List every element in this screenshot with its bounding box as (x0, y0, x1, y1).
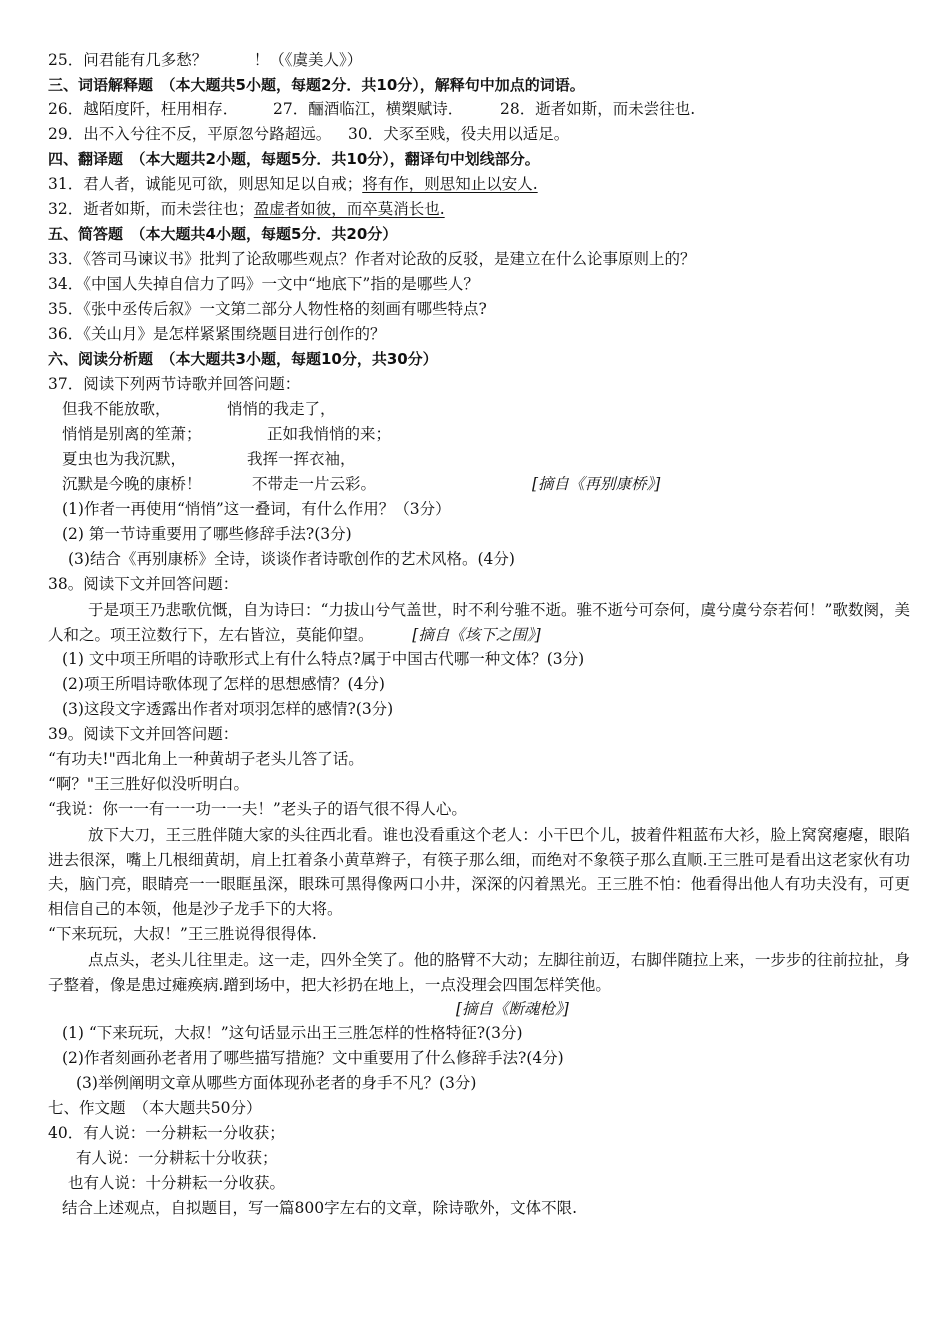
questions-26-28 (48, 98, 910, 122)
question-31-underlined: 将有作，则思知止以安人. (362, 175, 538, 193)
passage-source: [摘自《垓下之围》] (412, 625, 541, 644)
poem-line (62, 473, 910, 497)
question-32 (48, 198, 910, 222)
passage-text: 于是项王乃悲歌伉慨，自为诗曰：“力拔山兮气盖世，时不利兮骓不逝。骓不逝兮可奈何，虞兮虞兮奈若何！”歌数阕，美人和之。项王泣数行下，左右皆泣，莫能仰望。 (48, 601, 910, 644)
passage-line: “我说：你一一有一一功一一夫！”老头子的语气很不得人心。 (48, 800, 467, 818)
question-33: 33．《答司马谏议书》批判了论敌哪些观点？作者对论敌的反驳，是建立在什么论事原则上的？ (48, 250, 696, 268)
poem-right: 悄悄的我走了， (227, 400, 336, 418)
question-37: 37．阅读下列两节诗歌并回答问题： (48, 375, 301, 393)
passage-line: “下来玩玩，大叔！”王三胜说得很得体. (48, 925, 317, 943)
question-29: 29．出不入兮往不反，平原忽兮路超远。 (48, 125, 332, 143)
poem-left: 沉默是今晚的康桥！ (62, 475, 202, 493)
question-40: 40．有人说：一分耕耘一分收获； (48, 1124, 285, 1142)
poem-line (62, 448, 910, 472)
question-38-2: (2)项王所唱诗歌体现了怎样的思想感情？(4分) (62, 675, 385, 693)
question-38-passage (48, 598, 910, 647)
passage-paragraph (48, 823, 910, 921)
poem-left: 夏虫也为我沉默， (62, 450, 187, 468)
question-32-text: 32．逝者如斯，而未尝往也； (48, 200, 254, 218)
question-40-line: 有人说：一分耕耘十分收获； (76, 1149, 278, 1167)
section-6-title: 六、阅读分析题 （本大题共3小题，每题10分，共30分） (48, 350, 438, 368)
question-34: 34．《中国人失掉自信力了吗》一文中“地底下”指的是哪些人？ (48, 275, 479, 293)
question-35: 35．《张中丞传后叙》一文第二部分人物性格的刻画有哪些特点? (48, 300, 487, 318)
passage-text: 放下大刀，王三胜伴随大家的头往西北看。谁也没看重这个老人：小干巴个儿，披着件粗蓝布大衫，脸上窝窝瘪瘪，眼陷进去很深，嘴上几根细黄胡，肩上扛着条小黄草辫子，有筷子那么细，而绝对不象筷子那么直顺.王三胜可是看出这老家伙有功夫，脑门亮，眼睛亮一一眼眶虽深，眼珠可黑得像两口小井，深深的闪着黑光。王三胜不怕：他看得出他人有功夫没有，可更相信自己的本领，他是沙子龙手下的大将。 (48, 826, 910, 918)
passage-paragraph (48, 948, 910, 997)
question-37-1: (1)作者一再使用“悄悄”这一叠词，有什么作用？（3分） (62, 500, 451, 518)
question-37-2: (2) 第一节诗重要用了哪些修辞手法?(3分) (62, 525, 352, 543)
poem-right: 我挥一挥衣袖， (247, 450, 356, 468)
section-7-title: 七、作文题 （本大题共50分） (48, 1099, 262, 1117)
question-38-1: (1) 文中项王所唱的诗歌形式上有什么特点?属于中国古代哪一种文体？(3分) (62, 650, 585, 668)
question-39-1: (1) “下来玩玩，大叔！”这句话显示出王三胜怎样的性格特征?(3分) (62, 1024, 523, 1042)
poem-line (62, 398, 910, 422)
question-38: 38。阅读下文并回答问题： (48, 575, 239, 593)
question-40-instruction: 结合上述观点，自拟题目，写一篇800字左右的文章，除诗歌外，文体不限. (62, 1199, 578, 1217)
question-31-text: 31．君人者，诚能见可欲，则思知足以自戒； (48, 175, 363, 193)
question-25: 25．问君能有几多愁？ ！（《虞美人》） (48, 51, 363, 69)
passage-source: [摘自《断魂枪》] (456, 1000, 569, 1018)
poem-right: 不带走一片云彩。 (252, 475, 377, 493)
question-28: 28．逝者如斯，而未尝往也. (500, 100, 696, 118)
question-26: 26．越陌度阡，枉用相存． (48, 100, 239, 118)
question-39-2: (2)作者刻画孙老者用了哪些描写措施？文中重要用了什么修辞手法?(4分) (62, 1049, 564, 1067)
question-32-underlined: 盈虚者如彼，而卒莫消长也. (253, 200, 445, 218)
passage-line: “有功夫!"西北角上一种黄胡子老头儿答了话。 (48, 750, 364, 768)
poem-source: [摘自《再别康桥》] (532, 475, 661, 493)
poem-left: 但我不能放歌， (62, 400, 171, 418)
question-39-3: (3)举例阐明文章从哪些方面体现孙老者的身手不凡？(3分) (76, 1074, 477, 1092)
section-3-title: 三、词语解释题 （本大题共5小题，每题2分．共10分），解释句中加点的词语。 (48, 76, 585, 94)
question-27: 27．酾酒临江，横槊赋诗． (273, 100, 464, 118)
passage-line: “啊？"王三胜好似没听明白。 (48, 775, 250, 793)
poem-right: 正如我悄悄的来； (267, 425, 392, 443)
passage-source-line (48, 998, 910, 1022)
passage-text: 点点头，老头儿往里走。这一走，四外全笑了。他的胳臂不大动；左脚往前迈，右脚伴随拉上来，一步步的往前拉扯，身子整着，像是患过瘫痪病.蹭到场中，把大衫扔在地上，一点没理会四围怎样笑他。 (48, 951, 910, 994)
question-36: 36．《关山月》是怎样紧紧围绕题目进行创作的？ (48, 325, 386, 343)
question-38-3: (3)这段文字透露出作者对项羽怎样的感情?(3分) (62, 700, 394, 718)
question-39: 39。阅读下文并回答问题： (48, 725, 239, 743)
questions-29-30 (48, 123, 910, 147)
poem-line (62, 423, 910, 447)
question-40-line: 也有人说：十分耕耘一分收获。 (68, 1174, 286, 1192)
question-30: 30．犬豕至贱，役夫用以适足。 (348, 125, 570, 143)
question-31 (48, 173, 910, 197)
question-37-3: (3)结合《再别康桥》全诗，谈谈作者诗歌创作的艺术风格。(4分) (68, 550, 515, 568)
poem-left: 悄悄是别离的笙萧； (62, 425, 202, 443)
section-4-title: 四、翻译题 （本大题共2小题，每题5分．共10分），翻译句中划线部分。 (48, 150, 540, 168)
section-5-title: 五、简答题 （本大题共4小题，每题5分．共20分） (48, 225, 398, 243)
